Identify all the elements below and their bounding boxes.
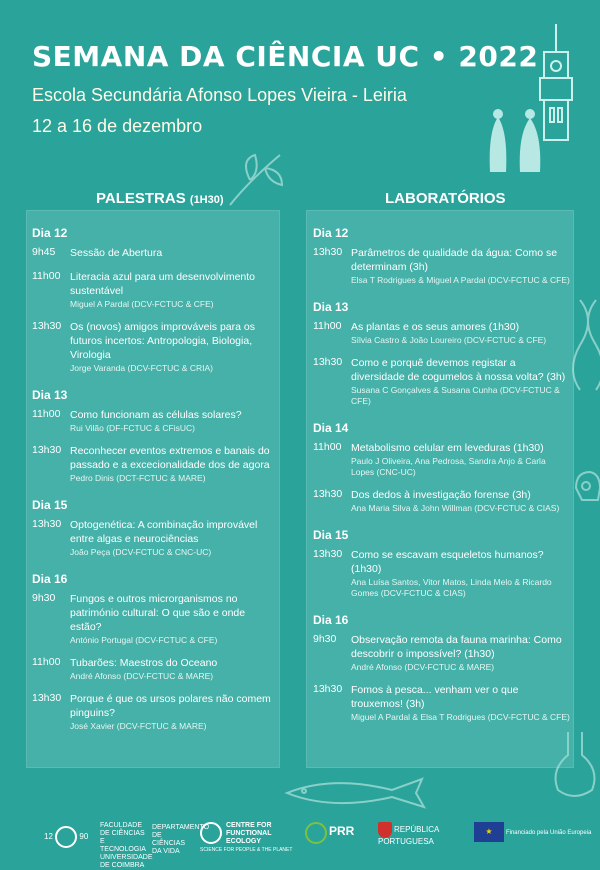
palestras-schedule: [32, 226, 276, 746]
event-title: Observação remota da fauna marinha: Como descobrir o impossível? (1h30): [351, 634, 562, 660]
event-time: 11h00: [313, 441, 342, 453]
event-time: 11h00: [313, 320, 342, 332]
event-title: Fungos e outros microrganismos no património cultural: O que são e onde estão?: [70, 593, 246, 633]
event-authors: Miguel A Pardal (DCV-FCTUC & CFE): [70, 299, 214, 309]
day-label: Dia 15: [32, 498, 68, 512]
event-authors: Elsa T Rodrigues & Miguel A Pardal (DCV-FCTUC & CFE): [351, 275, 570, 285]
laboratorios-schedule: [313, 226, 571, 737]
event-time: 11h00: [32, 270, 61, 282]
event-title: Como funcionam as células solares?: [70, 409, 242, 421]
day-label: Dia 12: [32, 226, 68, 240]
department-name: DEPARTAMENTO DE CIÊNCIAS DA VIDA: [152, 824, 210, 855]
palestras-heading: [96, 190, 224, 207]
event-row: [32, 692, 276, 732]
palestras-duration: (1H30): [189, 194, 224, 206]
event-row: [313, 246, 571, 286]
day-label: Dia 16: [313, 613, 349, 627]
page-title: SEMANA DA CIÊNCIA UC • 2022: [32, 40, 539, 73]
day-group: [313, 528, 571, 599]
day-label: Dia 15: [313, 528, 349, 542]
leaf-illustration: [220, 150, 290, 210]
event-row: [313, 633, 571, 673]
event-time: 13h30: [313, 683, 343, 695]
event-row: [32, 320, 276, 374]
day-group: [32, 498, 276, 558]
uc-logo: [44, 826, 88, 848]
day-group: [313, 226, 571, 286]
event-time: 11h00: [32, 408, 61, 420]
day-group: [32, 572, 276, 732]
event-time: 13h30: [32, 320, 62, 332]
event-authors: Susana C Gonçalves & Susana Cunha (DCV-FCTUC & CFE): [351, 385, 560, 406]
event-row: [32, 246, 276, 260]
event-row: [313, 488, 571, 514]
republica-logo: [378, 822, 458, 847]
event-title: Parâmetros de qualidade da água: Como se determinam (3h): [351, 247, 558, 273]
palestras-heading-label: PALESTRAS: [96, 190, 186, 207]
event-row: [32, 408, 276, 434]
event-time: 13h30: [32, 692, 62, 704]
event-time: 13h30: [32, 518, 62, 530]
event-row: [313, 320, 571, 346]
event-time: 9h30: [313, 633, 337, 645]
event-authors: Sílvia Castro & João Loureiro (DCV-FCTUC & CFE): [351, 335, 547, 345]
event-dates: 12 a 16 de dezembro: [32, 116, 203, 136]
event-authors: Miguel A Pardal & Elsa T Rodrigues (DCV-FCTUC & CFE): [351, 712, 570, 722]
event-row: [313, 683, 571, 723]
event-authors: Pedro Dinis (DCT-FCTUC & MARE): [70, 473, 206, 483]
event-title: Reconhecer eventos extremos e banais do passado e a excecionalidade dos de agora: [70, 445, 270, 471]
event-time: 13h30: [313, 548, 343, 560]
prr-circle-icon: [305, 822, 327, 844]
event-authors: António Portugal (DCV-FCTUC & CFE): [70, 635, 218, 645]
event-title: Tubarões: Maestros do Oceano: [70, 657, 218, 669]
day-group: [32, 226, 276, 374]
event-title: As plantas e os seus amores (1h30): [351, 321, 520, 333]
prr-logo: [305, 822, 354, 844]
event-authors: Paulo J Oliveira, Ana Pedrosa, Sandra Anjo & Carla Lopes (CNC-UC): [351, 456, 546, 477]
day-group: [313, 421, 571, 514]
uc-year-left: 12: [44, 832, 53, 842]
event-authors: André Afonso (DCV-FCTUC & MARE): [351, 662, 495, 672]
prr-label: PRR: [328, 823, 355, 838]
fish-illustration: [282, 775, 432, 810]
event-row: [32, 592, 276, 646]
event-row: [32, 518, 276, 558]
event-title: Como e porquê devemos registar a diversidade de cogumelos à nossa volta? (3h): [351, 357, 566, 383]
event-time: 9h45: [32, 246, 56, 258]
event-title: Os (novos) amigos improváveis para os futuros incertos: Antropologia, Biologia, Virologia: [70, 321, 255, 361]
event-authors: Jorge Varanda (DCV-FCTUC & CRIA): [70, 363, 213, 373]
republica-label: REPÚBLICA PORTUGUESA: [378, 824, 439, 846]
eu-label: Financiado pela União Europeia: [505, 829, 592, 836]
event-time: 13h30: [313, 246, 343, 258]
eu-flag-icon: ★: [474, 822, 504, 842]
day-group: [313, 300, 571, 407]
cfe-logo: [200, 822, 300, 854]
cfe-circle-icon: [200, 822, 222, 844]
event-time: 11h00: [32, 656, 61, 668]
event-title: Dos dedos à investigação forense (3h): [351, 489, 531, 501]
event-row: [313, 548, 571, 599]
cfe-tagline: SCIENCE FOR PEOPLE & THE PLANET: [200, 847, 293, 853]
event-authors: Ana Luísa Santos, Vitor Matos, Linda Melo & Ricardo Gomes (DCV-FCTUC & CIAS): [351, 577, 552, 598]
republica-shield-icon: [378, 822, 392, 838]
event-title: Porque é que os ursos polares não comem pinguins?: [70, 693, 271, 719]
event-row: [313, 441, 571, 478]
event-title: Fomos à pesca... venham ver o que trouxemos! (3h): [351, 684, 519, 710]
event-time: 9h30: [32, 592, 56, 604]
day-group: [32, 388, 276, 484]
uc-year-right: 90: [79, 832, 89, 842]
event-time: 13h30: [32, 444, 62, 456]
event-time: 13h30: [313, 356, 343, 368]
event-authors: Ana Maria Silva & John Willman (DCV-FCTUC & CIAS): [351, 503, 560, 513]
header: [32, 40, 552, 137]
event-authors: José Xavier (DCV-FCTUC & MARE): [70, 721, 207, 731]
event-authors: Rui Vilão (DF-FCTUC & CFisUC): [70, 423, 195, 433]
event-row: [32, 656, 276, 682]
event-title: Como se escavam esqueletos humanos? (1h30): [351, 549, 544, 575]
day-label: Dia 14: [313, 421, 349, 435]
event-authors: André Afonso (DCV-FCTUC & MARE): [70, 671, 214, 681]
event-row: [32, 270, 276, 310]
laboratorios-heading: LABORATÓRIOS: [385, 190, 506, 207]
day-label: Dia 13: [313, 300, 349, 314]
event-title: Literacia azul para um desenvolvimento sustentável: [70, 271, 256, 297]
school-name: Escola Secundária Afonso Lopes Vieira - Leiria: [32, 85, 407, 105]
eu-logo: [474, 822, 594, 842]
day-group: [313, 613, 571, 723]
event-title: Metabolismo celular em leveduras (1h30): [351, 442, 544, 454]
event-time: 13h30: [313, 488, 343, 500]
day-label: Dia 13: [32, 388, 68, 402]
uc-seal-icon: [55, 826, 77, 848]
day-label: Dia 16: [32, 572, 68, 586]
uc-name: FACULDADE DE CIÊNCIAS E TECNOLOGIA UNIVERSIDADE DE COIMBRA: [100, 822, 153, 869]
day-label: Dia 12: [313, 226, 349, 240]
cfe-name: CENTRE FOR FUNCTIONAL ECOLOGY: [226, 822, 272, 845]
sponsor-footer: [0, 812, 600, 869]
skull-illustration: [572, 470, 600, 510]
event-row: [313, 356, 571, 407]
event-title: Sessão de Abertura: [70, 247, 163, 259]
event-row: [32, 444, 276, 484]
dna-illustration: [576, 300, 600, 390]
event-authors: João Peça (DCV-FCTUC & CNC-UC): [70, 547, 212, 557]
event-title: Optogenética: A combinação improvável entre algas e neurociências: [70, 519, 258, 545]
